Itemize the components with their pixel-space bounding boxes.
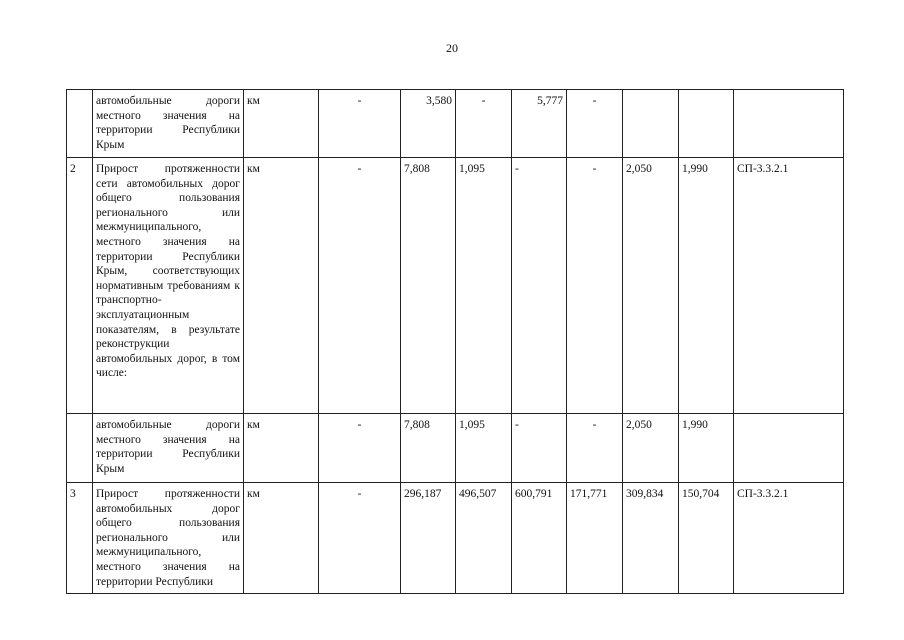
row-number-cell: 3 xyxy=(67,483,93,594)
row-number-cell xyxy=(67,414,93,483)
value-cell: - xyxy=(319,483,401,594)
value-cell: - xyxy=(319,90,401,158)
value-cell: 296,187 xyxy=(401,483,456,594)
description-cell: автомобильные дороги местного значения на территории Республики Крым xyxy=(93,414,244,483)
value-cell: 600,791 xyxy=(512,483,567,594)
value-cell: 1,990 xyxy=(679,414,734,483)
value-cell: - xyxy=(319,158,401,414)
value-cell xyxy=(679,90,734,158)
description-cell: Прирост протяженности сети автомобильных дорог общего пользования регионального или межмуниципального, местного значения на территории Республики Крым, соответствующих нормативным требованиям к транспортно-эксплуатационным показателям, в результате реконструкции автомобильных дорог, в том числе: xyxy=(93,158,244,414)
value-cell: 496,507 xyxy=(456,483,512,594)
value-cell: 309,834 xyxy=(623,483,679,594)
value-cell: - xyxy=(567,158,623,414)
unit-cell: км xyxy=(244,414,319,483)
value-cell: 1,095 xyxy=(456,414,512,483)
value-cell: 7,808 xyxy=(401,414,456,483)
value-cell: 1,990 xyxy=(679,158,734,414)
reference-cell: СП-3.3.2.1 xyxy=(734,158,844,414)
unit-cell: км xyxy=(244,158,319,414)
value-cell: - xyxy=(456,90,512,158)
value-cell: - xyxy=(319,414,401,483)
value-cell: 7,808 xyxy=(401,158,456,414)
value-cell: 1,095 xyxy=(456,158,512,414)
table-row xyxy=(67,90,844,158)
value-cell: - xyxy=(512,158,567,414)
table-row xyxy=(67,158,844,414)
page-number: 20 xyxy=(446,41,458,55)
row-number-cell: 2 xyxy=(67,158,93,414)
value-cell: 2,050 xyxy=(623,414,679,483)
value-cell: 2,050 xyxy=(623,158,679,414)
value-cell: 3,580 xyxy=(401,90,456,158)
value-cell xyxy=(623,90,679,158)
table-row xyxy=(67,483,844,594)
value-cell: 171,771 xyxy=(567,483,623,594)
unit-cell: км xyxy=(244,90,319,158)
reference-cell: СП-3.3.2.1 xyxy=(734,483,844,594)
reference-cell xyxy=(734,90,844,158)
reference-cell xyxy=(734,414,844,483)
value-cell: - xyxy=(512,414,567,483)
value-cell: - xyxy=(567,414,623,483)
description-cell: автомобильные дороги местного значения на территории Республики Крым xyxy=(93,90,244,158)
table-row xyxy=(67,414,844,483)
description-cell: Прирост протяженности автомобильных дорог общего пользования регионального или межмуниципального, местного значения на территории Республики xyxy=(93,483,244,594)
row-number-cell xyxy=(67,90,93,158)
value-cell: 150,704 xyxy=(679,483,734,594)
value-cell: - xyxy=(567,90,623,158)
unit-cell: км xyxy=(244,483,319,594)
indicators-table xyxy=(66,89,844,594)
value-cell: 5,777 xyxy=(512,90,567,158)
